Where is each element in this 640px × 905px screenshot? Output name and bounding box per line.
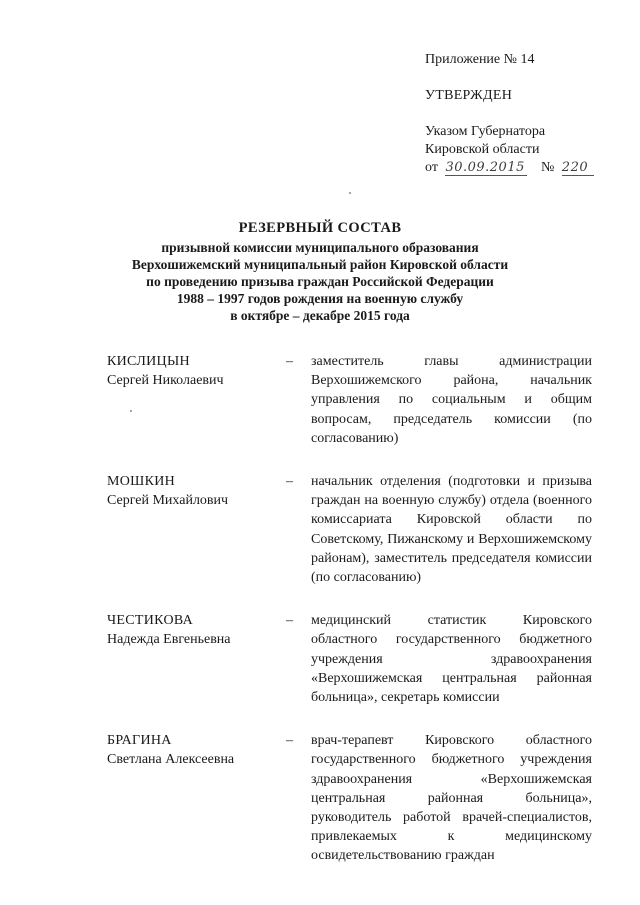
scan-speck — [349, 192, 351, 194]
title-line-4: 1988 – 1997 годов рождения на военную службу — [176, 291, 464, 306]
member-surname: МОШКИН — [107, 474, 176, 490]
member-dash: – — [286, 354, 293, 369]
commission-members-list — [107, 352, 592, 890]
decree-number-handwritten: 220 — [562, 161, 594, 176]
title-line-1: призывной комиссии муниципального образования — [161, 240, 479, 255]
title-line-2: Верхошижемский муниципальный район Кировской области — [131, 257, 509, 272]
appendix-number: Приложение № 14 — [425, 52, 535, 67]
member-role: начальник отделения (подготовки и призыва граждан на военную службу) отдела (военного комиссариата Кировской области по Советскому, Пижанскому и Верхошижемскому районам), заместитель председателя комиссии (по согласованию) — [311, 474, 592, 586]
decree-date-number — [425, 159, 625, 177]
member-entry — [107, 352, 592, 448]
member-entry — [107, 611, 592, 707]
title-line-5: в октябре – декабре 2015 года — [230, 308, 410, 323]
member-given-name: Светлана Алексеевна — [107, 752, 235, 768]
from-label: от — [425, 160, 438, 175]
member-entry — [107, 472, 592, 587]
member-role: врач-терапевт Кировского областного государственного бюджетного учреждения здравоохранения «Верхошижемская центральная районная больница», руководитель работой врачей-специалистов, привлекаемых к медицинскому освидетельствованию граждан — [311, 733, 592, 864]
decree-date-handwritten: 30.09.2015 — [445, 161, 527, 176]
member-given-name: Сергей Михайлович — [107, 493, 229, 509]
member-dash: – — [286, 613, 293, 629]
member-surname: КИСЛИЦЫН — [107, 354, 190, 369]
number-label: № — [540, 160, 555, 175]
member-name — [107, 731, 282, 865]
scan-speck — [130, 410, 132, 412]
member-role: заместитель главы администрации Верхошижемского района, начальник управления по социальным и общим вопросам, председатель комиссии (по согласованию) — [311, 354, 592, 446]
title-main: РЕЗЕРВНЫЙ СОСТАВ — [238, 220, 402, 236]
member-name — [107, 352, 282, 448]
approved-stamp-text: УТВЕРЖДЕН — [425, 88, 513, 103]
member-entry — [107, 731, 592, 865]
member-role: медицинский статистик Кировского областного государственного бюджетного учреждения здравоохранения «Верхошижемская центральная районная больница», секретарь комиссии — [311, 613, 592, 706]
decree-line-1: Указом Губернатора — [425, 124, 546, 139]
member-dash: – — [286, 474, 293, 490]
decree-line-2: Кировской области — [425, 142, 540, 157]
member-surname: ЧЕСТИКОВА — [107, 613, 194, 629]
approval-header — [425, 51, 625, 177]
title-line-3: по проведению призыва граждан Российской Федерации — [146, 274, 494, 289]
member-surname: БРАГИНА — [107, 733, 172, 749]
document-title — [90, 220, 550, 324]
member-dash: – — [286, 733, 293, 749]
member-given-name: Надежда Евгеньевна — [107, 632, 231, 648]
member-name — [107, 472, 282, 587]
member-given-name: Сергей Николаевич — [107, 373, 224, 389]
member-name — [107, 611, 282, 707]
